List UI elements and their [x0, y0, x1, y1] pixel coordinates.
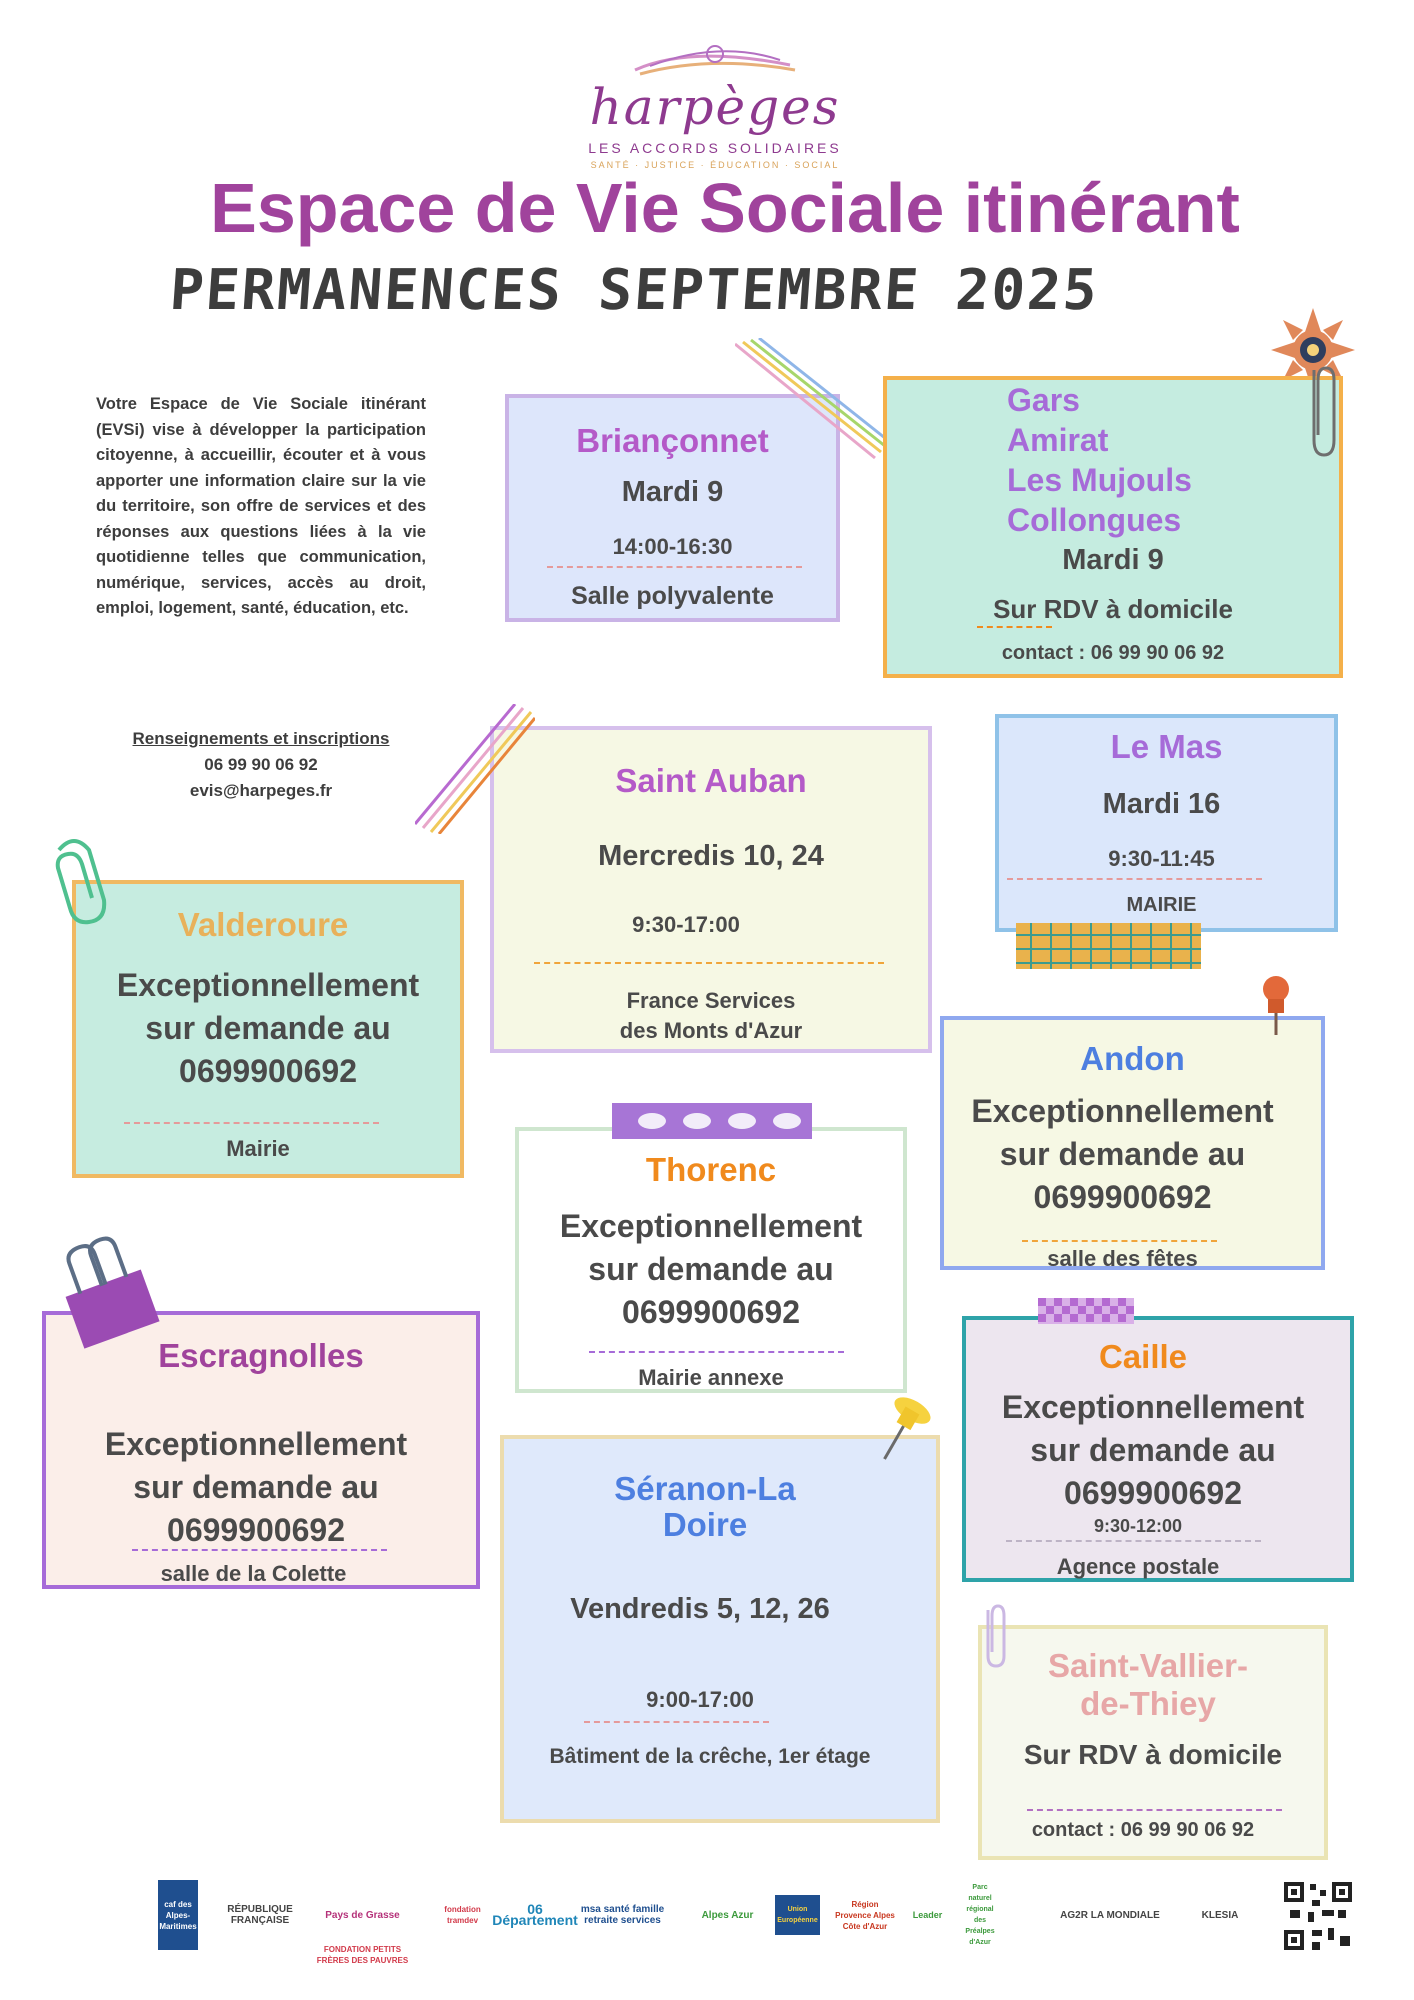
place-collongues: Collongues [1007, 502, 1182, 538]
klesia-logo: KLESIA [1201, 1909, 1239, 1921]
card-venue: Agence postale [1056, 1554, 1220, 1579]
card-place-line2: de-Thiey [1080, 1685, 1216, 1722]
card-phone[interactable]: 0699900692 [1033, 1179, 1212, 1215]
divider [132, 1549, 387, 1551]
intro-text: Votre Espace de Vie Sociale itinérant (EVSi) vise à développer la participation citoyenne, à accueillir, écouter et à vous apporter une information claire sur la vie du territoire, son offre de services et des réponses aux questions liées à la vie quotidienne telles que communication, numérique, services, accès au droit, emploi, logement, santé, éducation, etc. [96, 395, 426, 617]
card-place: Saint Auban [615, 762, 807, 799]
brand-tagline: LES ACCORDS SOLIDAIRES [588, 140, 842, 156]
binder-clip-icon [50, 1232, 170, 1352]
card-escragnolles [42, 1311, 480, 1589]
card-place-line1: Séranon-La [614, 1470, 796, 1507]
card-gars [883, 376, 1343, 678]
divider [584, 1721, 769, 1723]
card-phone[interactable]: 0699900692 [622, 1294, 800, 1330]
caf-logo: caf des Alpes-Maritimes [158, 1880, 198, 1950]
card-phone[interactable]: 0699900692 [1064, 1475, 1242, 1511]
card-places [1007, 380, 1307, 540]
card-venue-line2: des Monts d'Azur [619, 1018, 803, 1043]
contact-heading: Renseignements et inscriptions [132, 729, 390, 748]
card-contact: contact : 06 99 90 06 92 [1031, 1819, 1255, 1841]
card-place: Caille [1098, 1338, 1188, 1375]
place-amirat: Amirat [1007, 422, 1109, 458]
page-title: Espace de Vie Sociale itinérant [210, 169, 1240, 247]
qr-code-icon [1282, 1880, 1354, 1952]
brand-logo [560, 40, 870, 170]
line-sur-demande: sur demande au [145, 1010, 391, 1046]
card-time: 9:30-17:00 [632, 912, 740, 937]
card-request [924, 1090, 1321, 1219]
card-request [36, 1423, 476, 1552]
card-le-mas [995, 714, 1338, 932]
paperclip-icon [44, 830, 114, 930]
card-valderoure [72, 880, 464, 1178]
card-request [956, 1386, 1350, 1515]
card-note: Sur RDV à domicile [1023, 1739, 1283, 1770]
ag2r-logo: AG2R LA MONDIALE [1060, 1909, 1160, 1921]
contact-email[interactable]: evis@harpeges.fr [189, 781, 333, 800]
card-time: 9:30-11:45 [1108, 846, 1215, 871]
paperclip-icon [1302, 360, 1342, 460]
divider [1007, 878, 1262, 880]
region-paca-logo: Région Provence Alpes Côte d'Azur [835, 1899, 895, 1931]
alpes-azur-logo: Alpes Azur [701, 1909, 754, 1921]
divider [534, 962, 884, 964]
divider [977, 626, 1052, 628]
card-venue: salle des fêtes [1047, 1246, 1198, 1271]
card-saint-auban [490, 726, 932, 1053]
card-date: Mardi 9 [1062, 544, 1164, 576]
pushpin-icon [868, 1392, 938, 1472]
card-caille [962, 1316, 1354, 1582]
rainbow-tape-icon [735, 338, 885, 468]
line-exceptionnellement: Exceptionnellement [104, 1426, 408, 1462]
divider [547, 566, 802, 568]
card-venue: Bâtiment de la crêche, 1er étage [549, 1745, 871, 1768]
card-place: Escragnolles [158, 1337, 364, 1374]
card-contact: contact : 06 99 90 06 92 [1001, 642, 1225, 664]
parc-naturel-logo: Parc naturel régional des Préalpes d'Azur [965, 1884, 995, 1946]
line-exceptionnellement: Exceptionnellement [559, 1208, 863, 1244]
cloud-tape-icon [612, 1103, 812, 1139]
divider [1006, 1540, 1261, 1542]
msa-logo: msa santé famille retraite services [580, 1904, 665, 1926]
brand-subtagline: SANTÉ · JUSTICE · ÉDUCATION · SOCIAL [590, 160, 840, 170]
card-venue: Salle polyvalente [571, 582, 774, 610]
card-date: Mercredis 10, 24 [598, 840, 824, 872]
card-phone[interactable]: 0699900692 [167, 1512, 345, 1548]
grid-tape-icon [1016, 923, 1201, 969]
divider [1027, 1809, 1282, 1811]
eu-flag-logo: Union Européenne [775, 1895, 820, 1935]
pushpin-icon [1252, 975, 1302, 1037]
checker-tape-icon [1038, 1298, 1134, 1324]
brand-swirl-icon [630, 40, 800, 80]
leader-logo: Leader [912, 1909, 943, 1920]
card-request [519, 1205, 903, 1334]
line-exceptionnellement: Exceptionnellement [1001, 1389, 1305, 1425]
card-venue: Mairie [226, 1136, 290, 1161]
card-time: 14:00-16:30 [612, 534, 733, 559]
divider [1022, 1240, 1217, 1242]
rainbow-tape-icon [415, 704, 535, 834]
card-place-line2: Doire [662, 1506, 748, 1543]
page-subtitle: PERMANENCES SEPTEMBRE 2025 [167, 258, 1101, 323]
card-saint-vallier [978, 1625, 1328, 1860]
line-sur-demande: sur demande au [1030, 1432, 1276, 1468]
republique-francaise-logo: RÉPUBLIQUE FRANÇAISE [227, 1904, 293, 1926]
card-andon [940, 1016, 1325, 1270]
place-les-mujouls: Les Mujouls [1007, 462, 1192, 498]
card-note: Sur RDV à domicile [993, 594, 1233, 624]
divider [589, 1351, 844, 1353]
card-venue-line1: France Services [626, 988, 796, 1013]
card-place-line1: Saint-Vallier- [1048, 1647, 1248, 1684]
card-time: 9:30-12:00 [1093, 1516, 1183, 1536]
card-phone[interactable]: 0699900692 [179, 1053, 357, 1089]
card-place: Valderoure [177, 906, 349, 943]
divider [124, 1122, 379, 1124]
partner-logos [150, 1880, 1350, 1965]
card-date: Vendredis 5, 12, 26 [570, 1593, 830, 1625]
card-date: Mardi 9 [621, 476, 724, 508]
card-venue: MAIRIE [1126, 894, 1197, 916]
card-place: Thorenc [645, 1151, 777, 1188]
departement-06-logo: 06 Département [492, 1901, 578, 1928]
card-request [76, 964, 460, 1093]
card-place: Le Mas [1110, 728, 1223, 765]
pays-de-grasse-logo: Pays de Grasse [325, 1909, 400, 1921]
line-exceptionnellement: Exceptionnellement [116, 967, 420, 1003]
line-sur-demande: sur demande au [999, 1136, 1246, 1172]
card-venue: salle de la Colette [160, 1561, 347, 1586]
paperclip-icon [976, 1600, 1016, 1670]
card-date: Mardi 16 [1102, 788, 1221, 820]
card-time: 9:00-17:00 [646, 1687, 754, 1712]
line-sur-demande: sur demande au [588, 1251, 834, 1287]
card-place: Andon [1080, 1040, 1185, 1077]
petits-freres-logo: FONDATION PETITS FRÈRES DES PAUVRES [316, 1945, 409, 1965]
card-venue: Mairie annexe [638, 1365, 784, 1390]
card-place [972, 1647, 1324, 1723]
card-place: Briançonnet [576, 422, 769, 459]
brand-name: harpèges [589, 78, 841, 136]
card-place [474, 1471, 936, 1543]
line-exceptionnellement: Exceptionnellement [971, 1093, 1274, 1129]
card-seranon [500, 1435, 940, 1823]
fondation-tramdev-logo: fondation tramdev [444, 1905, 481, 1925]
contact-block [96, 726, 426, 804]
line-sur-demande: sur demande au [133, 1469, 379, 1505]
place-gars: Gars [1007, 382, 1080, 418]
contact-phone[interactable]: 06 99 90 06 92 [204, 755, 318, 774]
card-thorenc [515, 1127, 907, 1393]
